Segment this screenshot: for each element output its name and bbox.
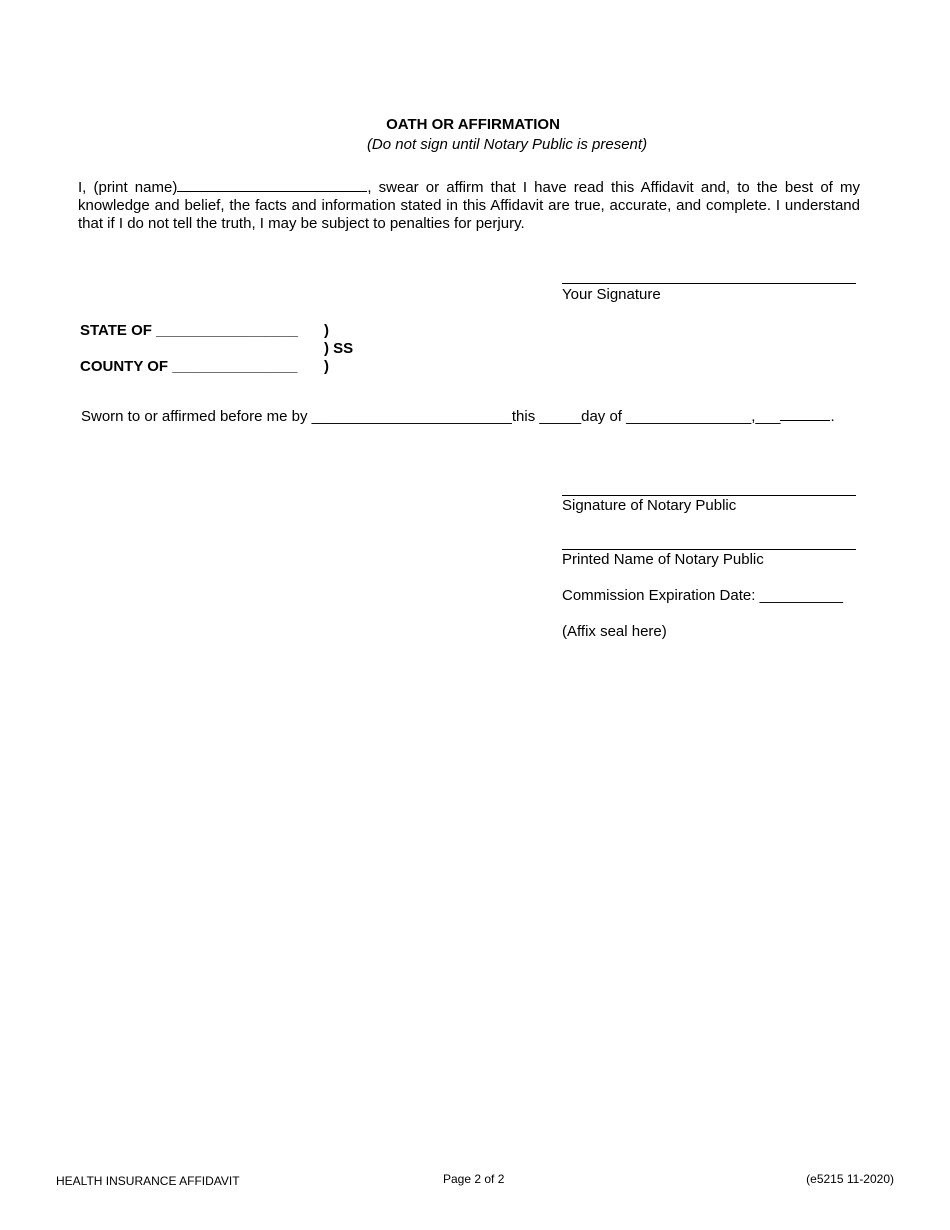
oath-body: , swear or affirm that I have read this Affidavit and, to the best of my knowledge and belief, the facts and information stated in this Affidavit are true, accurate, and complete. I understand that if I do not tell the truth, I may be subject to penalties for perjury. bbox=[78, 179, 860, 232]
form-title: OATH OR AFFIRMATION bbox=[386, 116, 560, 133]
county-of-field[interactable]: COUNTY OF _______________ bbox=[80, 358, 298, 375]
oath-prefix: I, (print name) bbox=[78, 179, 178, 196]
notary-printed-name-line[interactable] bbox=[562, 549, 856, 550]
your-signature-line[interactable] bbox=[562, 283, 856, 284]
venue-ss: ) SS bbox=[324, 340, 354, 357]
commission-expiration-field[interactable]: Commission Expiration Date: __________ bbox=[562, 587, 843, 604]
footer-page-number: Page 2 of 2 bbox=[443, 1172, 505, 1186]
sworn-end: . bbox=[830, 408, 835, 425]
affix-seal-label: (Affix seal here) bbox=[562, 623, 667, 640]
notary-signature-label: Signature of Notary Public bbox=[562, 497, 737, 514]
venue-paren-bottom: ) bbox=[324, 358, 329, 375]
notary-printed-name-label: Printed Name of Notary Public bbox=[562, 551, 764, 568]
sworn-text: Sworn to or affirmed before me by ________________________this _____day of _______________,___ bbox=[81, 408, 781, 425]
your-signature-label: Your Signature bbox=[562, 286, 661, 303]
year-blank[interactable] bbox=[780, 408, 830, 421]
venue-paren-top: ) bbox=[324, 322, 329, 339]
form-subtitle: (Do not sign until Notary Public is present) bbox=[366, 136, 648, 153]
state-of-field[interactable]: STATE OF _________________ bbox=[80, 322, 298, 339]
oath-paragraph bbox=[78, 179, 860, 233]
sworn-statement[interactable] bbox=[81, 408, 835, 425]
footer-form-name: HEALTH INSURANCE AFFIDAVIT bbox=[56, 1174, 240, 1188]
footer-form-code: (e5215 11-2020) bbox=[806, 1172, 894, 1186]
print-name-blank[interactable] bbox=[177, 179, 367, 192]
notary-signature-line[interactable] bbox=[562, 495, 856, 496]
